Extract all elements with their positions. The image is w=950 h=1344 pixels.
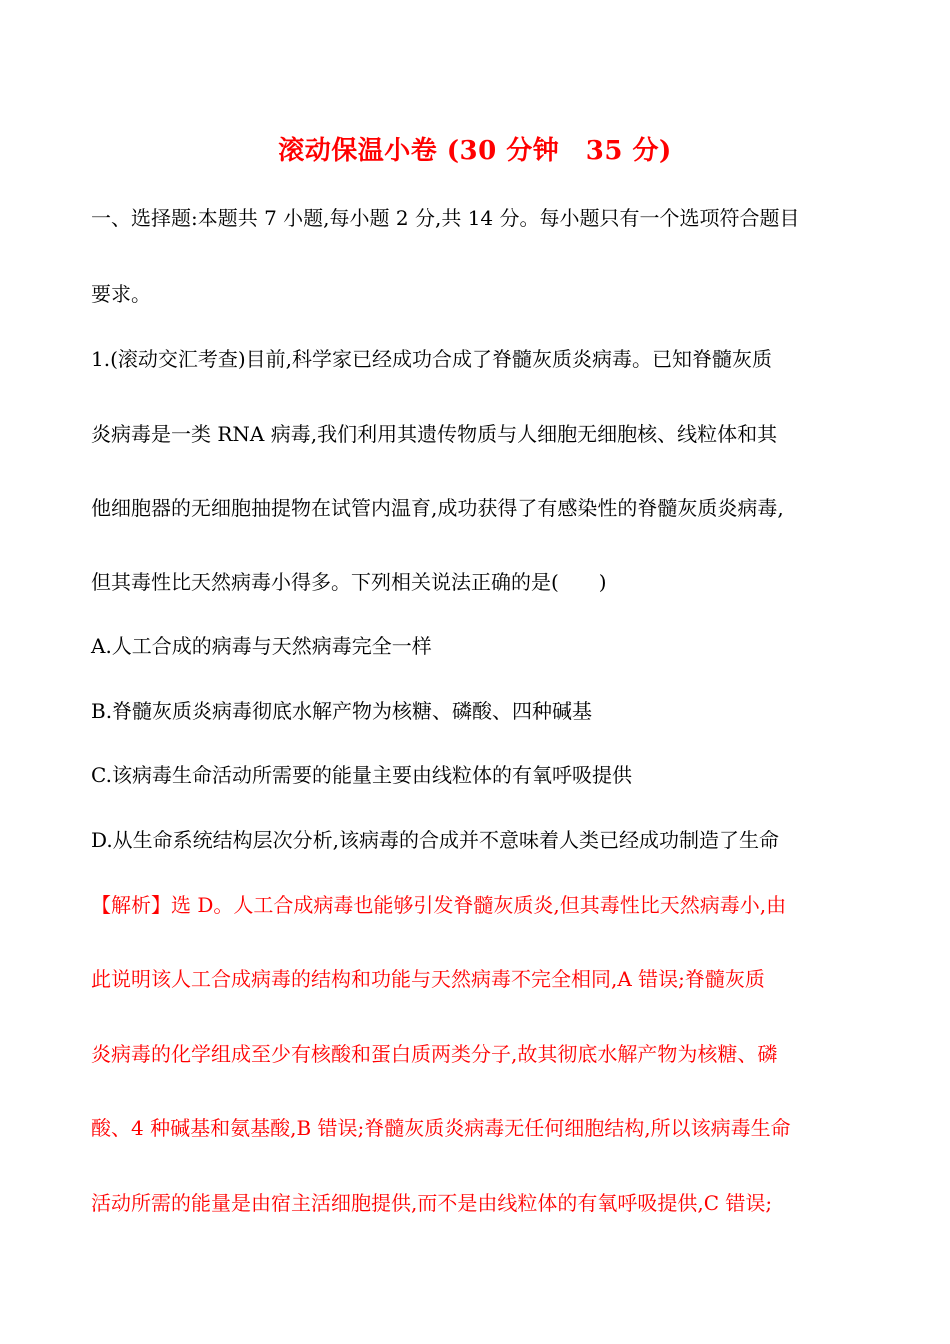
option-a: A.人工合成的病毒与天然病毒完全一样	[91, 634, 432, 658]
page-title: 滚动保温小卷 (30 分钟 35 分)	[278, 136, 672, 166]
analysis-line-4: 酸、4 种碱基和氨基酸,B 错误;脊髓灰质炎病毒无任何细胞结构,所以该病毒生命	[91, 1116, 791, 1140]
analysis-line-2: 此说明该人工合成病毒的结构和功能与天然病毒不完全相同,A 错误;脊髓灰质	[91, 967, 765, 991]
analysis-line-5: 活动所需的能量是由宿主活细胞提供,而不是由线粒体的有氧呼吸提供,C 错误;	[91, 1191, 773, 1215]
question-stem-line-4: 但其毒性比天然病毒小得多。下列相关说法正确的是( )	[91, 570, 607, 594]
section-instruction-line-1: 一、选择题:本题共 7 小题,每小题 2 分,共 14 分。每小题只有一个选项符合题目	[91, 206, 800, 230]
question-stem-line-2: 炎病毒是一类 RNA 病毒,我们利用其遗传物质与人细胞无细胞核、线粒体和其	[91, 422, 778, 446]
question-stem-line-3: 他细胞器的无细胞抽提物在试管内温育,成功获得了有感染性的脊髓灰质炎病毒,	[91, 496, 784, 520]
option-c: C.该病毒生命活动所需要的能量主要由线粒体的有氧呼吸提供	[91, 763, 632, 787]
section-instruction-line-2: 要求。	[91, 282, 151, 306]
option-d: D.从生命系统结构层次分析,该病毒的合成并不意味着人类已经成功制造了生命	[91, 828, 780, 852]
question-stem-line-1: 1.(滚动交汇考查)目前,科学家已经成功合成了脊髓灰质炎病毒。已知脊髓灰质	[91, 347, 773, 371]
analysis-line-3: 炎病毒的化学组成至少有核酸和蛋白质两类分子,故其彻底水解产物为核糖、磷	[91, 1042, 778, 1066]
option-b: B.脊髓灰质炎病毒彻底水解产物为核糖、磷酸、四种碱基	[91, 699, 593, 723]
analysis-line-1: 【解析】选 D。人工合成病毒也能够引发脊髓灰质炎,但其毒性比天然病毒小,由	[91, 893, 787, 917]
